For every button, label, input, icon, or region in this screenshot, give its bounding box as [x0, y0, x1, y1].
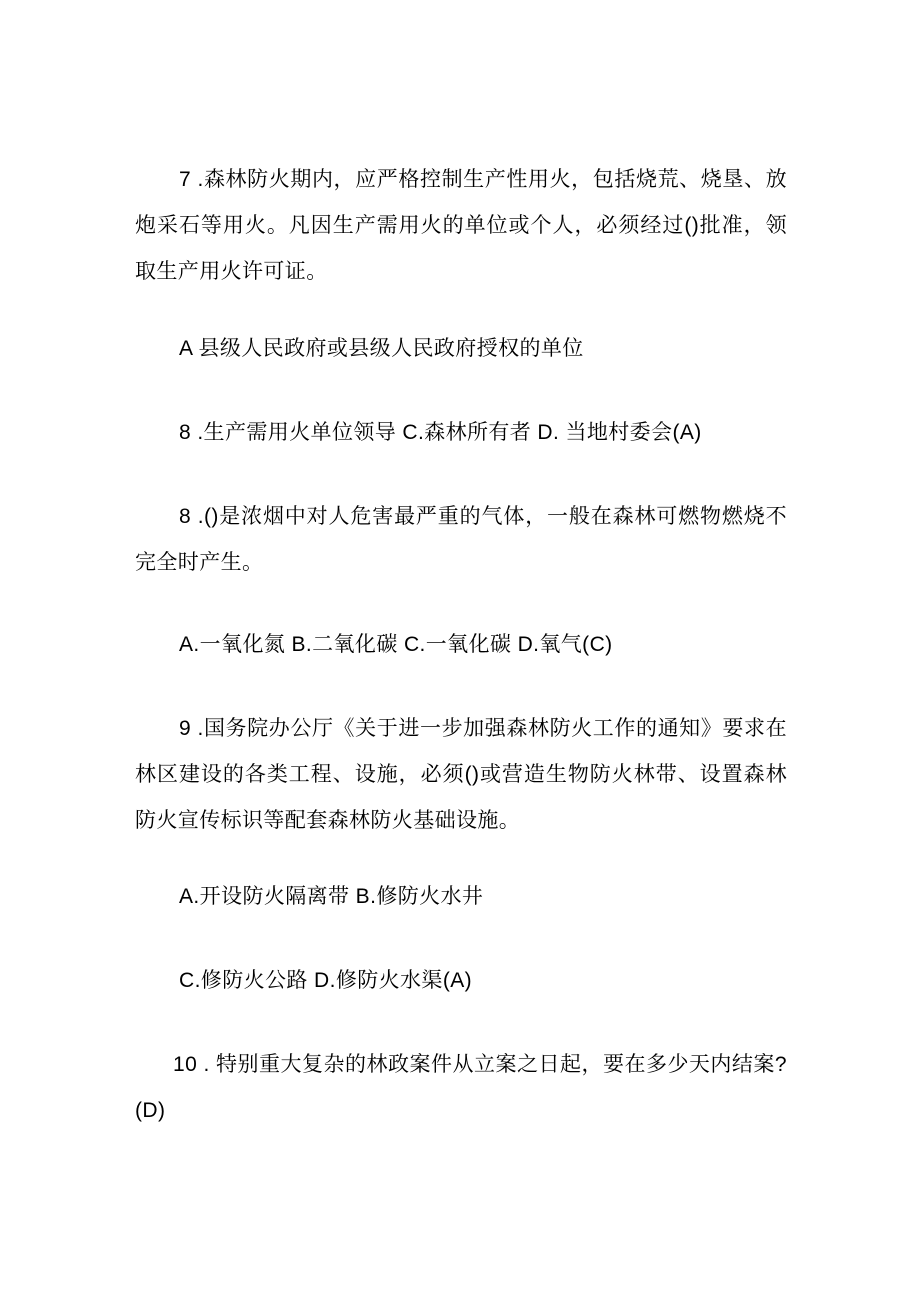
question-7-options-bcd: 8 .生产需用火单位领导 C.森林所有者 D. 当地村委会(A): [179, 421, 702, 444]
question-9-options-cd: C.修防火公路 D.修防火水渠(A): [179, 969, 473, 992]
question-7-option-a: A 县级人民政府或县级人民政府授权的单位: [179, 337, 584, 360]
question-7-stem: 7 .森林防火期内，应严格控制生产性用火，包括烧荒、烧垦、放炮采石等用火。凡因生产需用火的单位或个人，必须经过()批准，领取生产用火许可证。: [135, 168, 787, 283]
question-8-options: A.一氧化氮 B.二氧化碳 C.一氧化碳 D.氧气(C): [179, 633, 613, 656]
question-9-stem: 9 .国务院办公厅《关于进一步加强森林防火工作的通知》要求在林区建设的各类工程、设施，必须()或营造生物防火林带、设置森林防火宣传标识等配套森林防火基础设施。: [135, 717, 787, 832]
question-8-stem: 8 .()是浓烟中对人危害最严重的气体，一般在森林可燃物燃烧不完全时产生。: [135, 505, 787, 574]
question-9-options-ab: A.开设防火隔离带 B.修防火水井: [179, 885, 484, 908]
question-10-stem: 10 . 特别重大复杂的林政案件从立案之日起，要在多少天内结案?(D): [135, 1053, 787, 1122]
